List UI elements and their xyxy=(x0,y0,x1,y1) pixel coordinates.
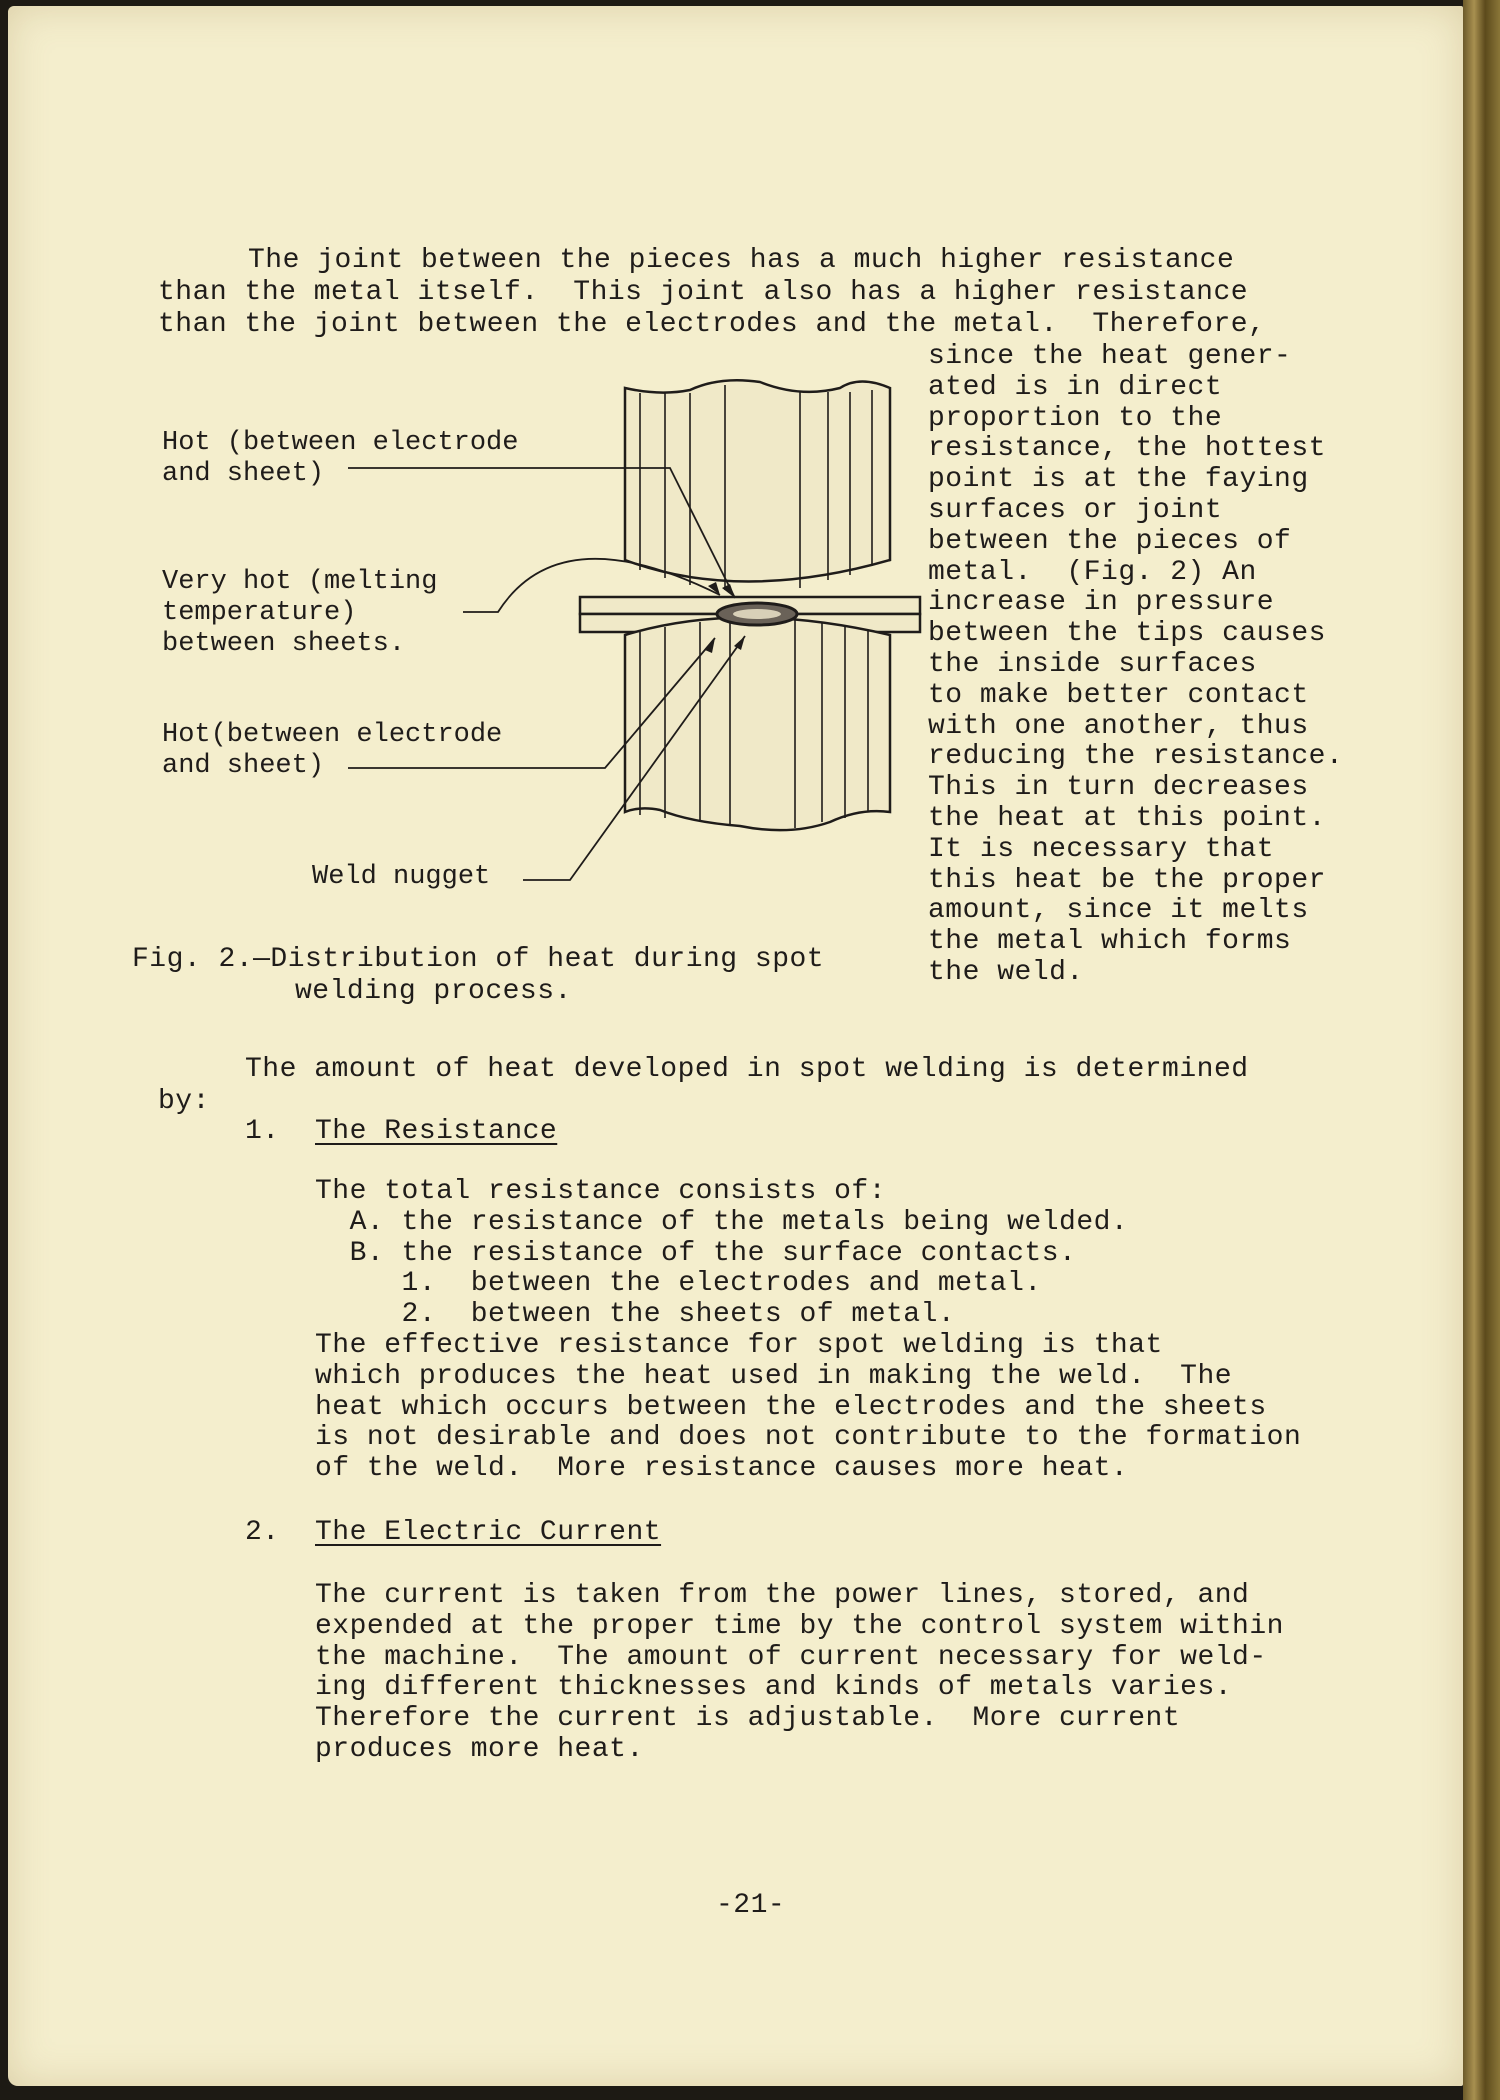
page-number: -21- xyxy=(716,1890,786,1921)
section2-line-4: ing different thicknesses and kinds of metals varies. xyxy=(315,1672,1233,1704)
section2-line-1: The current is taken from the power lines, stored, and xyxy=(315,1580,1250,1611)
side-text-line-16: the heat at this point. xyxy=(928,803,1326,834)
section2-number: 2. xyxy=(245,1517,280,1548)
label-very-hot-1: Very hot (melting xyxy=(162,567,438,597)
section1-line-8: heat which occurs between the electrodes and the sheets xyxy=(315,1391,1267,1423)
label-very-hot-3: between sheets. xyxy=(162,629,406,659)
section1-line-4: 1. between the electrodes and metal. xyxy=(315,1268,1042,1300)
section2-line-3: the machine. The amount of current necessary for weld- xyxy=(315,1641,1267,1673)
section1-line-2: A. the resistance of the metals being welded. xyxy=(315,1206,1129,1238)
side-text-line-18: this heat be the proper xyxy=(928,864,1326,896)
amount-intro: The amount of heat developed in spot welding is determined xyxy=(245,1054,1249,1085)
side-text-line-7: between the pieces of xyxy=(928,525,1292,557)
side-text-line-13: with one another, thus xyxy=(928,710,1309,742)
section2-heading: The Electric Current xyxy=(315,1517,662,1548)
side-text-line-21: the weld. xyxy=(928,957,1084,988)
label-hot-electrode-top-2: and sheet) xyxy=(162,459,325,489)
side-text-line-12: to make better contact xyxy=(928,679,1309,711)
label-weld-nugget: Weld nugget xyxy=(312,862,491,892)
side-text-line-1: since the heat gener- xyxy=(928,341,1292,372)
section1-line-6: The effective resistance for spot welding is that xyxy=(315,1330,1163,1361)
section2-line-2: expended at the proper time by the control system within xyxy=(315,1610,1284,1642)
side-text-line-4: resistance, the hottest xyxy=(928,433,1326,465)
section1-line-5: 2. between the sheets of metal. xyxy=(315,1299,956,1331)
intro-line-2: than the metal itself. This joint also has a higher resistance xyxy=(158,277,1249,308)
label-very-hot-2: temperature) xyxy=(162,598,357,628)
section1-line-3: B. the resistance of the surface contacts. xyxy=(315,1237,1077,1269)
amount-by: by: xyxy=(158,1086,210,1117)
intro-line-3: than the joint between the electrodes and the metal. Therefore, xyxy=(158,309,1266,340)
side-text-line-8: metal. (Fig. 2) An xyxy=(928,556,1257,588)
side-text-line-2: ated is in direct xyxy=(928,371,1223,403)
side-text-line-11: the inside surfaces xyxy=(928,649,1257,680)
side-text-line-5: point is at the faying xyxy=(928,464,1309,496)
section2-line-5: Therefore the current is adjustable. More current xyxy=(315,1703,1181,1735)
side-text-line-20: the metal which forms xyxy=(928,926,1292,958)
section1-line-1: The total resistance consists of: xyxy=(315,1176,886,1207)
side-text-line-15: This in turn decreases xyxy=(928,772,1309,804)
label-hot-electrode-bottom-2: and sheet) xyxy=(162,751,325,781)
side-text-line-6: surfaces or joint xyxy=(928,495,1223,526)
side-text-line-10: between the tips causes xyxy=(928,618,1326,650)
section2-line-6: produces more heat. xyxy=(315,1734,644,1765)
section1-line-7: which produces the heat used in making the weld. The xyxy=(315,1360,1233,1392)
side-text-line-3: proportion to the xyxy=(928,402,1223,434)
side-text-line-9: increase in pressure xyxy=(928,587,1275,619)
side-text-line-19: amount, since it melts xyxy=(928,895,1309,927)
intro-line-1: The joint between the pieces has a much higher resistance xyxy=(248,245,1235,276)
label-hot-electrode-bottom-1: Hot(between electrode xyxy=(162,720,503,750)
figure-caption-1: Fig. 2.—Distribution of heat during spot xyxy=(132,944,825,975)
figure-caption-2: welding process. xyxy=(295,976,572,1007)
label-hot-electrode-top-1: Hot (between electrode xyxy=(162,428,519,458)
section1-heading: The Resistance xyxy=(315,1116,558,1147)
section1-line-9: is not desirable and does not contribute to the formation xyxy=(315,1422,1302,1454)
section1-line-10: of the weld. More resistance causes more heat. xyxy=(315,1453,1129,1485)
section1-number: 1. xyxy=(245,1116,280,1147)
side-text-line-17: It is necessary that xyxy=(928,833,1275,865)
side-text-line-14: reducing the resistance. xyxy=(928,741,1344,773)
